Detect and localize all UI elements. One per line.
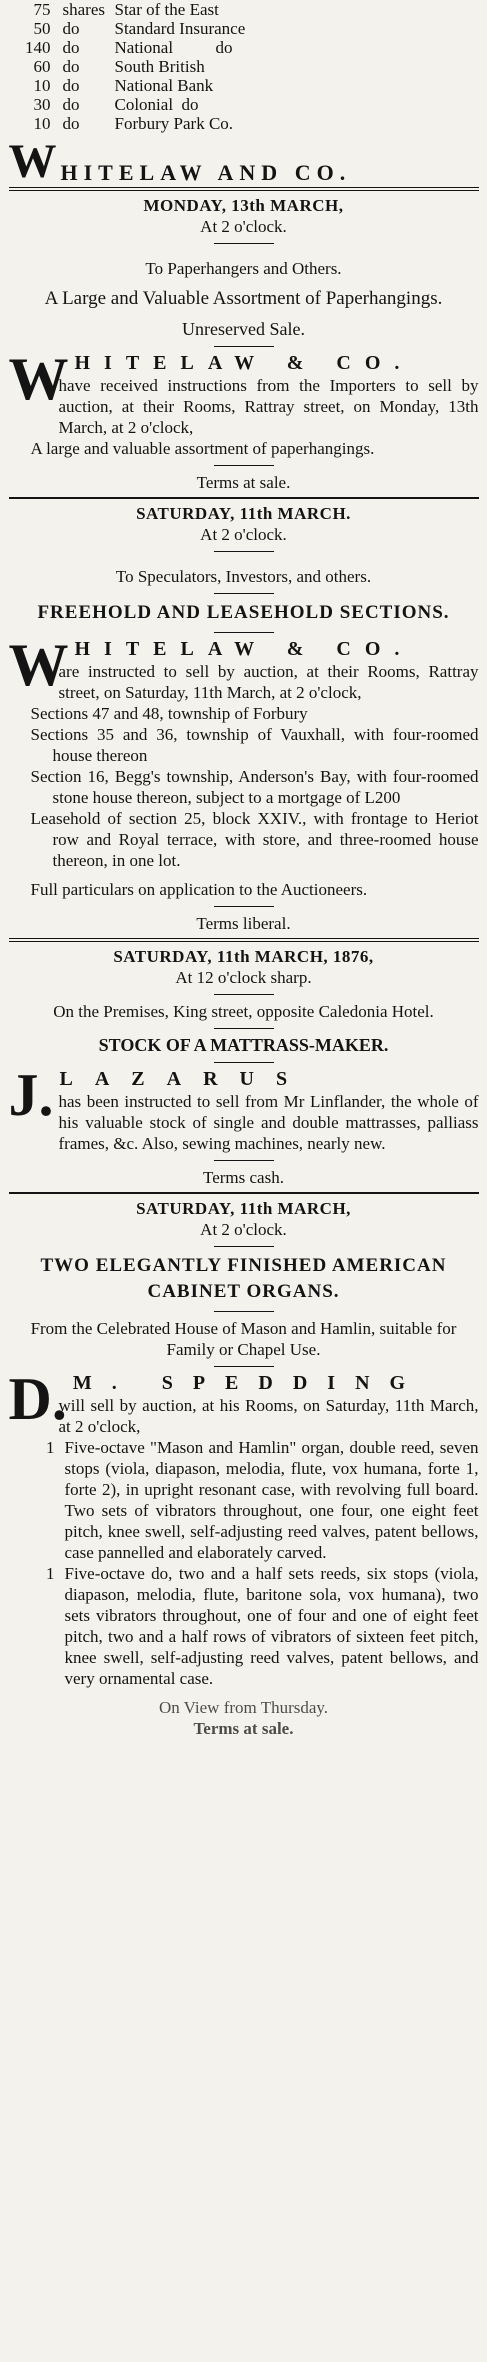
banner-text: HITELAW AND CO. [60, 160, 352, 185]
item-number: 1 [46, 1438, 55, 1457]
item-description: Five-octave do, two and a half sets reeds, six stops (viola, diapason, melodia, flute, baritone sola, vox humana), two sets vibrators throughout, one of four and one of eight feet pitch, two and a half rows of vibrators of sixteen feet pitch, knee swell, self-adjusting reed valves, patent bellows, and very ornamental case. [64, 1564, 479, 1688]
share-word: do [62, 57, 80, 76]
ad3-place: On the Premises, King street, opposite Caledonia Hotel. [53, 1002, 434, 1021]
lot-item: Section 16, Begg's township, Anderson's Bay, with four-roomed stone house thereon, subject to a mortgage of L200 [30, 767, 479, 807]
share-word: do [62, 19, 80, 38]
share-row [9, 0, 479, 19]
share-word: do [62, 95, 80, 114]
share-qty: 75 [33, 0, 51, 19]
auctioneer-name: HITELAW & CO. [74, 352, 414, 374]
ad4-view: On View from Thursday. [158, 1698, 329, 1717]
share-row [9, 95, 479, 114]
ad1-terms: Terms at sale. [196, 473, 291, 492]
section-rule [9, 938, 479, 942]
divider [214, 346, 274, 347]
newspaper-column [9, 0, 479, 1739]
ad2-date: SATURDAY, 11th MARCH. [136, 504, 351, 523]
ad2-particulars: Full particulars on application to the Auctioneers. [30, 880, 368, 899]
organ-item [9, 1563, 479, 1689]
ad1-lot-title: A Large and Valuable Assortment of Paperhangings. [44, 288, 443, 309]
divider [214, 1246, 274, 1247]
ad4-terms: Terms at sale. [193, 1719, 294, 1738]
ad2-terms: Terms liberal. [196, 914, 291, 933]
dropcap: W [8, 632, 69, 698]
share-company: South British [114, 57, 205, 76]
ad2-title: FREEHOLD AND LEASEHOLD SECTIONS. [37, 602, 450, 623]
share-qty: 60 [33, 57, 51, 76]
share-qty: 10 [33, 114, 51, 133]
ad2-audience: To Speculators, Investors, and others. [115, 567, 372, 586]
lot-item: Sections 35 and 36, township of Vauxhall, with four-roomed house thereon [30, 725, 479, 765]
divider [214, 632, 274, 633]
share-company: Forbury Park Co. [114, 114, 234, 133]
divider [214, 906, 274, 907]
ad1-lot-text: A large and valuable assortment of paperhangings. [30, 439, 375, 458]
ad2-body-text: are instructed to sell by auction, at their Rooms, Rattray street, on Saturday, 11th March, at 2 o'clock, [58, 662, 479, 702]
share-qty: 140 [25, 38, 51, 57]
banner-initial: W [8, 135, 57, 188]
share-word: shares [62, 0, 105, 19]
ad4-body-text: will sell by auction, at his Rooms, on Saturday, 11th March, at 2 o'clock, [58, 1396, 479, 1436]
ad4-from: From the Celebrated House of Mason and Hamlin, suitable for Family or Chapel Use. [30, 1319, 457, 1359]
ad3-body-text: has been instructed to sell from Mr Linflander, the whole of his valuable stock of single and double mattrasses, palliass frames, &c. Also, sewing machines, nearly new. [58, 1092, 479, 1153]
share-word: do [62, 38, 80, 57]
organ-item [9, 1437, 479, 1563]
ad1-time: At 2 o'clock. [200, 217, 287, 236]
divider [214, 1366, 274, 1367]
ad1-date: MONDAY, 13th MARCH, [143, 196, 344, 215]
share-row [9, 57, 479, 76]
divider [214, 1311, 274, 1312]
share-list [9, 0, 479, 133]
share-company: Star of the East [114, 0, 219, 19]
dropcap: D. [8, 1366, 67, 1432]
share-row [9, 19, 479, 38]
ad3-time: At 12 o'clock sharp. [175, 968, 312, 987]
ad1-audience: To Paperhangers and Others. [145, 259, 342, 278]
share-qty: 30 [33, 95, 51, 114]
lot-item: Leasehold of section 25, block XXIV., with frontage to Heriot row and Royal terrace, with store, and three-roomed house thereon, in one lot. [30, 809, 479, 870]
divider [214, 1062, 274, 1063]
divider [214, 465, 274, 466]
ad4-date: SATURDAY, 11th MARCH, [136, 1199, 351, 1218]
ad4-time: At 2 o'clock. [200, 1220, 287, 1239]
dropcap: W [8, 346, 69, 412]
share-qty: 50 [33, 19, 51, 38]
share-word: do [62, 114, 80, 133]
ad3-date: SATURDAY, 11th MARCH, 1876, [113, 947, 374, 966]
auctioneer-name: HITELAW & CO. [74, 638, 414, 660]
share-company: National do [114, 38, 233, 57]
share-row [9, 38, 479, 57]
auctioneer-name: M. SPEDDING [72, 1372, 426, 1394]
ad1-body-text: have received instructions from the Importers to sell by auction, at their Rooms, Rattray street, on Monday, 13th March, at 2 o'clock, [58, 376, 479, 437]
divider [214, 1028, 274, 1029]
share-qty: 10 [33, 76, 51, 95]
divider [214, 994, 274, 995]
section-rule [9, 1192, 479, 1194]
whitelaw-banner [8, 135, 479, 188]
share-row [9, 76, 479, 95]
share-row [9, 114, 479, 133]
divider [214, 1160, 274, 1161]
divider [214, 243, 274, 244]
ad4-title: TWO ELEGANTLY FINISHED AMERICAN CABINET ORGANS. [40, 1255, 447, 1302]
section-rule [9, 187, 479, 191]
section-rule [9, 497, 479, 499]
ad2-time: At 2 o'clock. [200, 525, 287, 544]
ad4-item-list [9, 1437, 479, 1689]
lot-item: Sections 47 and 48, township of Forbury [30, 704, 308, 723]
auctioneer-name: LAZARUS [59, 1068, 310, 1090]
item-description: Five-octave "Mason and Hamlin" organ, double reed, seven stops (viola, diapason, melodia, flute, vox humana, forte 1, forte 2), in upright resonant case, with revolving full board. Two sets of vibrators throughout, one four, one eight feet pitch, knee swell, self-adjusting reed valves, patent bellows, case pannelled and elaborately carved. [64, 1438, 479, 1562]
ad2-lot-list [9, 703, 479, 871]
ad1-unreserved: Unreserved Sale. [182, 319, 305, 339]
dropcap: J. [8, 1062, 54, 1128]
share-word: do [62, 76, 80, 95]
share-company: National Bank [114, 76, 214, 95]
divider [214, 551, 274, 552]
ad3-terms: Terms cash. [203, 1168, 284, 1187]
ad3-title: STOCK OF A MATTRASS-MAKER. [98, 1035, 389, 1055]
item-number: 1 [46, 1564, 55, 1583]
share-company: Colonial do [114, 95, 199, 114]
share-company: Standard Insurance [114, 19, 246, 38]
divider [214, 593, 274, 594]
